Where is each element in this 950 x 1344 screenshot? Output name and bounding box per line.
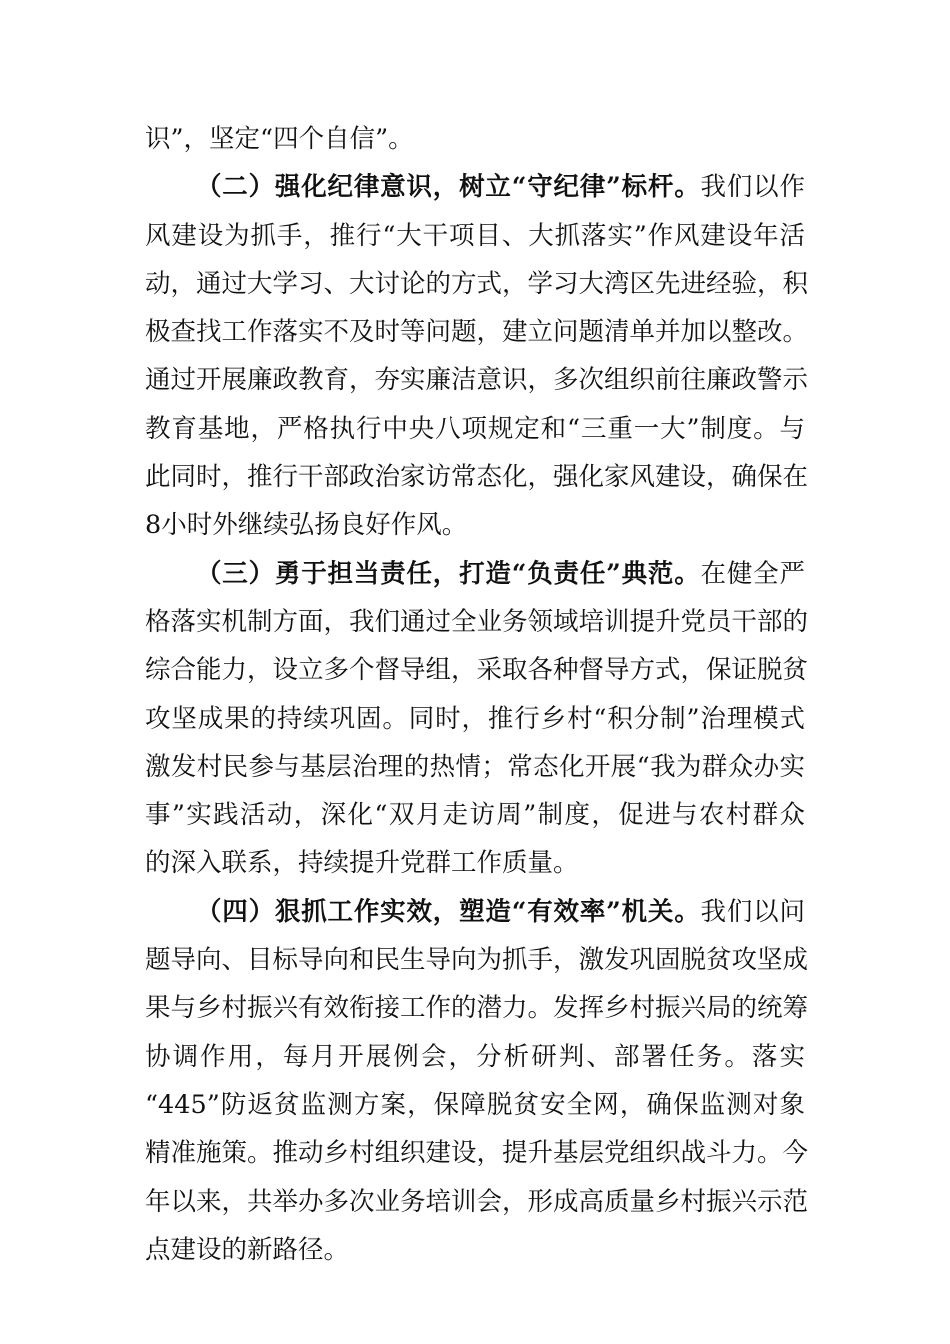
paragraph-line: “445”防返贫监测方案，保障脱贫安全网，确保监测对象 [145,1089,805,1120]
paragraph-line: 综合能力，设立多个督导组，采取各种督导方式，保证脱贫 [145,655,809,686]
document-body [145,115,809,1274]
paragraph-line: 8小时外继续弘扬良好作风。 [145,510,468,541]
paragraph-line: 果与乡村振兴有效衔接工作的潜力。发挥乡村振兴局的统筹 [145,993,809,1024]
section-heading: （四）狠抓工作实效，塑造“有效率”机关。 [196,896,701,927]
paragraph-line: 通过开展廉政教育，夯实廉洁意识，多次组织前往廉政警示 [145,365,809,396]
paragraph-line: 风建设为抓手，推行“大干项目、大抓落实”作风建设年活 [145,220,805,251]
paragraph-line: 攻坚成果的持续巩固。同时，推行乡村“积分制”治理模式 [145,703,805,734]
paragraph-line: 协调作用，每月开展例会，分析研判、部署任务。落实 [145,1041,805,1072]
section-heading: （三）勇于担当责任，打造“负责任”典范。 [196,558,701,589]
paragraph-line: 的深入联系，持续提升党群工作质量。 [145,848,579,879]
paragraph-line: 年以来，共举办多次业务培训会，形成高质量乡村振兴示范 [145,1186,809,1217]
paragraph-line: 极查找工作落实不及时等问题，建立问题清单并加以整改。 [145,317,809,348]
paragraph-text: 在健全严 [700,558,805,589]
paragraph-line: 识”，坚定“四个自信”。 [145,124,414,154]
paragraph-line: 点建设的新路径。 [145,1234,350,1265]
paragraph-line [145,163,805,211]
paragraph-line: 题导向、目标导向和民生导向为抓手，激发巩固脱贫攻坚成 [145,945,809,976]
paragraph-line: 格落实机制方面，我们通过全业务领域培训提升党员干部的 [145,606,809,637]
section-heading: （二）强化纪律意识，树立“守纪律”标杆。 [196,172,701,203]
paragraph-line: 事”实践活动，深化“双月走访周”制度，促进与农村群众 [145,800,805,831]
paragraph-line: 此同时，推行干部政治家访常态化，强化家风建设，确保在 [145,462,809,493]
paragraph-line: 激发村民参与基层治理的热情；常态化开展“我为群众办实 [145,751,805,782]
paragraph-line [145,888,805,936]
paragraph-line: 精准施策。推动乡村组织建设，提升基层党组织战斗力。今 [145,1138,809,1169]
paragraph-text: 我们以问 [700,896,805,927]
paragraph-line [145,550,805,598]
paragraph-text: 我们以作 [700,172,805,203]
paragraph-line: 动，通过大学习、大讨论的方式，学习大湾区先进经验，积 [145,268,809,299]
paragraph-line: 教育基地，严格执行中央八项规定和“三重一大”制度。与 [145,413,805,444]
